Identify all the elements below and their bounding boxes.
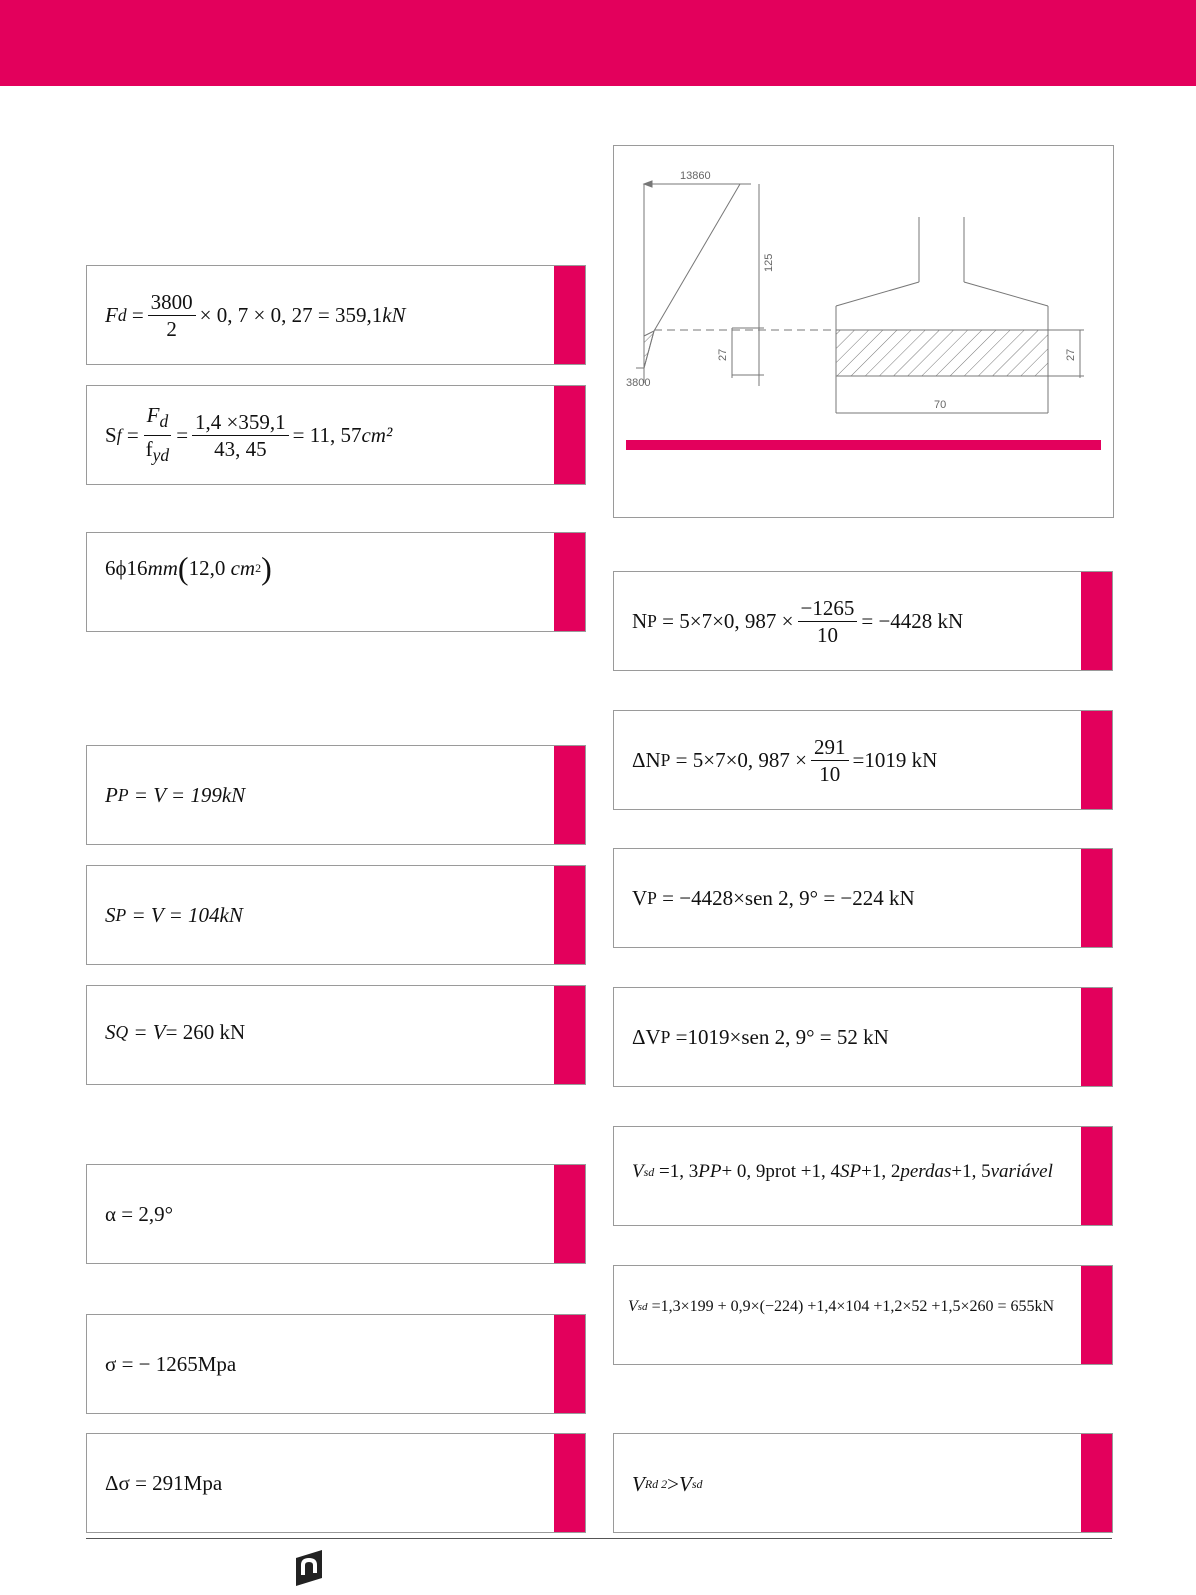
fd-subscript: d <box>117 304 127 325</box>
fd-fraction <box>148 289 196 342</box>
equation-box-dnp <box>613 710 1113 810</box>
sq-v: = V <box>133 1019 166 1044</box>
sf-fraction-symbolic <box>143 402 173 467</box>
vp-symbol: V <box>632 885 648 910</box>
fd-denominator: 2 <box>166 316 177 341</box>
dnp-numerator: 291 <box>811 734 849 761</box>
bars-paren-close: ) <box>261 549 272 586</box>
equation-box-vsd-value <box>613 1265 1113 1365</box>
vsd1-subscript: sd <box>643 1164 655 1179</box>
dim-label-27-right: 27 <box>1065 348 1077 361</box>
fd-symbol: F <box>105 302 118 327</box>
bars-unit: cm <box>230 555 256 580</box>
equation-np <box>632 572 963 670</box>
footing-left-slope <box>836 282 919 306</box>
vsd2-subscript: sd <box>637 1301 648 1313</box>
sf-unit: cm² <box>361 422 393 447</box>
equation-sigma: σ = − 1265Mpa <box>105 1351 237 1376</box>
np-rhs: = −4428 kN <box>861 608 964 633</box>
sf-den-sub: yd <box>152 444 170 465</box>
equation-vsd-value <box>628 1250 1054 1364</box>
dim-label-base: 3800 <box>626 377 651 389</box>
accent-tab <box>1081 572 1112 670</box>
sf-den2: 43, 45 <box>214 436 267 461</box>
vsd1-variavel: variável <box>990 1161 1053 1182</box>
equation-sf: S f = $\frac{F_d}{f_{yd}}$ = $\frac{1,4 \times 359,1}{43, 45}$ = 11, 57 cm² <box>105 386 392 484</box>
vrd-symbol: V <box>632 1471 645 1496</box>
sf-subscript: f <box>116 424 122 445</box>
footer-rule <box>86 1538 1112 1539</box>
equation-fd: F d = $\frac{3800}{2}$ × 0, 7 × 0, 27 = 359,1 kN <box>105 289 406 341</box>
header-bar <box>0 0 1196 86</box>
dim-arrow-icon <box>644 181 652 187</box>
equation-dnp <box>632 711 937 809</box>
np-numerator: −1265 <box>798 595 858 622</box>
vsd1-pp: PP <box>698 1161 722 1182</box>
dim-label-height: 125 <box>763 253 775 272</box>
vp-rhs: = −4428×sen 2, 9° = −224 kN <box>662 885 915 910</box>
equation-bars <box>105 505 272 631</box>
vsd1-t1: =1, 3 <box>659 1161 699 1182</box>
pp-subscript: P <box>117 784 129 805</box>
dvp-symbol: ΔV <box>632 1024 661 1049</box>
dnp-fraction <box>811 734 849 787</box>
equation-box-pp <box>86 745 586 845</box>
footing-hatched-section <box>836 330 1048 376</box>
accent-tab <box>554 1165 585 1263</box>
dnp-rhs: =1019 kN <box>852 747 938 772</box>
vrd-rhs-subscript: sd <box>691 1476 703 1491</box>
publisher-logo-icon <box>292 1548 326 1588</box>
dnp-symbol: ΔN <box>632 747 661 772</box>
dnp-pre: = 5×7×0, 987 × <box>675 747 808 772</box>
sq-subscript: Q <box>115 1021 129 1042</box>
footing-drawing <box>614 146 1113 436</box>
equation-sq <box>105 980 245 1084</box>
sf-num-var: F <box>146 403 160 428</box>
pp-rhs: = V = 199 <box>133 782 222 807</box>
dnp-denominator: 10 <box>819 761 841 786</box>
bars-area: 12,0 <box>188 555 226 580</box>
equation-box-vp <box>613 848 1113 948</box>
vsd1-t4: +1, 5 <box>951 1161 991 1182</box>
equation-box-sq <box>86 985 586 1085</box>
bars-count: 6ϕ16 <box>105 555 148 580</box>
equation-box-sigma <box>86 1314 586 1414</box>
vrd-rhs-symbol: V <box>679 1471 692 1496</box>
accent-tab <box>1081 1266 1112 1364</box>
equation-box-fd <box>86 265 586 365</box>
sf-fraction-numeric <box>192 409 289 462</box>
equation-box-dvp <box>613 987 1113 1087</box>
vrd-operator: > <box>667 1471 680 1496</box>
accent-tab <box>554 533 585 631</box>
vsd1-symbol: V <box>632 1161 644 1182</box>
accent-tab <box>1081 988 1112 1086</box>
vsd2-symbol: V <box>628 1298 638 1315</box>
pp-unit: kN <box>221 782 246 807</box>
sf-rhs: = 11, 57 <box>292 422 362 447</box>
accent-tab <box>554 746 585 844</box>
fd-unit: kN <box>382 302 406 327</box>
np-symbol: N <box>632 608 648 633</box>
equation-box-bars <box>86 532 586 632</box>
fd-numerator: 3800 <box>148 289 196 316</box>
vsd1-t3: +1, 2 <box>861 1161 901 1182</box>
dim-label-27-left: 27 <box>717 348 729 361</box>
accent-tab <box>554 866 585 964</box>
equation-box-np <box>613 571 1113 671</box>
sf-num-sub: d <box>159 411 169 432</box>
bars-paren-open: ( <box>177 549 189 586</box>
accent-tab <box>554 986 585 1084</box>
sp-symbol: S <box>105 902 116 927</box>
sq-symbol: S <box>105 1019 116 1044</box>
sf-symbol: S <box>105 422 117 447</box>
stress-diagonal <box>654 184 740 331</box>
accent-tab <box>1081 1127 1112 1225</box>
np-pre: = 5×7×0, 987 × <box>662 608 794 633</box>
equation-box-vrd <box>613 1433 1113 1533</box>
dvp-subscript: P <box>660 1026 671 1047</box>
bars-exponent: 2 <box>255 560 262 575</box>
sq-rhs: = 260 kN <box>165 1019 246 1044</box>
equation-box-alpha <box>86 1164 586 1264</box>
stress-hatch <box>644 331 654 368</box>
dnp-subscript: P <box>660 749 671 770</box>
accent-tab <box>1081 1434 1112 1532</box>
np-denominator: 10 <box>816 622 838 647</box>
vsd1-sp: SP <box>840 1161 862 1182</box>
sp-rhs: = V = 104 <box>131 902 220 927</box>
dim-label-top: 13860 <box>680 170 711 182</box>
equation-box-dsigma <box>86 1433 586 1533</box>
vsd2-text: =1,3×199 + 0,9×(−224) +1,4×104 +1,2×52 +1,5×260 = 655kN <box>651 1298 1055 1315</box>
equation-sp <box>105 866 243 964</box>
accent-tab <box>554 266 585 364</box>
accent-tab <box>554 1315 585 1413</box>
accent-tab <box>554 386 585 484</box>
footing-right-slope <box>964 282 1048 306</box>
accent-tab <box>1081 711 1112 809</box>
equation-vrd <box>632 1436 703 1532</box>
vsd1-perdas: perdas <box>900 1161 952 1182</box>
equation-dsigma: Δσ = 291Mpa <box>105 1470 223 1495</box>
equation-vsd-formula <box>632 1119 1053 1225</box>
sp-unit: kN <box>219 902 243 927</box>
np-subscript: P <box>647 610 657 631</box>
equation-alpha: α = 2,9° <box>105 1201 173 1226</box>
vp-subscript: P <box>647 887 657 908</box>
equation-vp <box>632 849 915 947</box>
fd-rhs: × 0, 7 × 0, 27 = 359,1 <box>199 302 383 327</box>
np-fraction <box>798 595 858 648</box>
equation-box-vsd-formula <box>613 1126 1113 1226</box>
bars-mm: mm <box>147 555 178 580</box>
sp-subscript: P <box>115 904 127 925</box>
sf-num2: 1,4 ×359,1 <box>192 409 289 436</box>
dvp-rhs: =1019×sen 2, 9° = 52 kN <box>675 1024 889 1049</box>
dim-label-width: 70 <box>934 399 947 411</box>
accent-tab <box>1081 849 1112 947</box>
vrd-subscript: Rd 2 <box>644 1476 668 1491</box>
vsd1-t2: + 0, 9prot +1, 4 <box>721 1161 841 1182</box>
equation-dvp <box>632 988 889 1086</box>
sf-den-var: f <box>145 436 153 461</box>
footing-diagram <box>613 145 1114 518</box>
equation-box-sp <box>86 865 586 965</box>
figure-accent-bar <box>626 440 1101 450</box>
equation-box-sf <box>86 385 586 485</box>
accent-tab <box>554 1434 585 1532</box>
equation-pp <box>105 746 245 844</box>
pp-symbol: P <box>105 782 118 807</box>
